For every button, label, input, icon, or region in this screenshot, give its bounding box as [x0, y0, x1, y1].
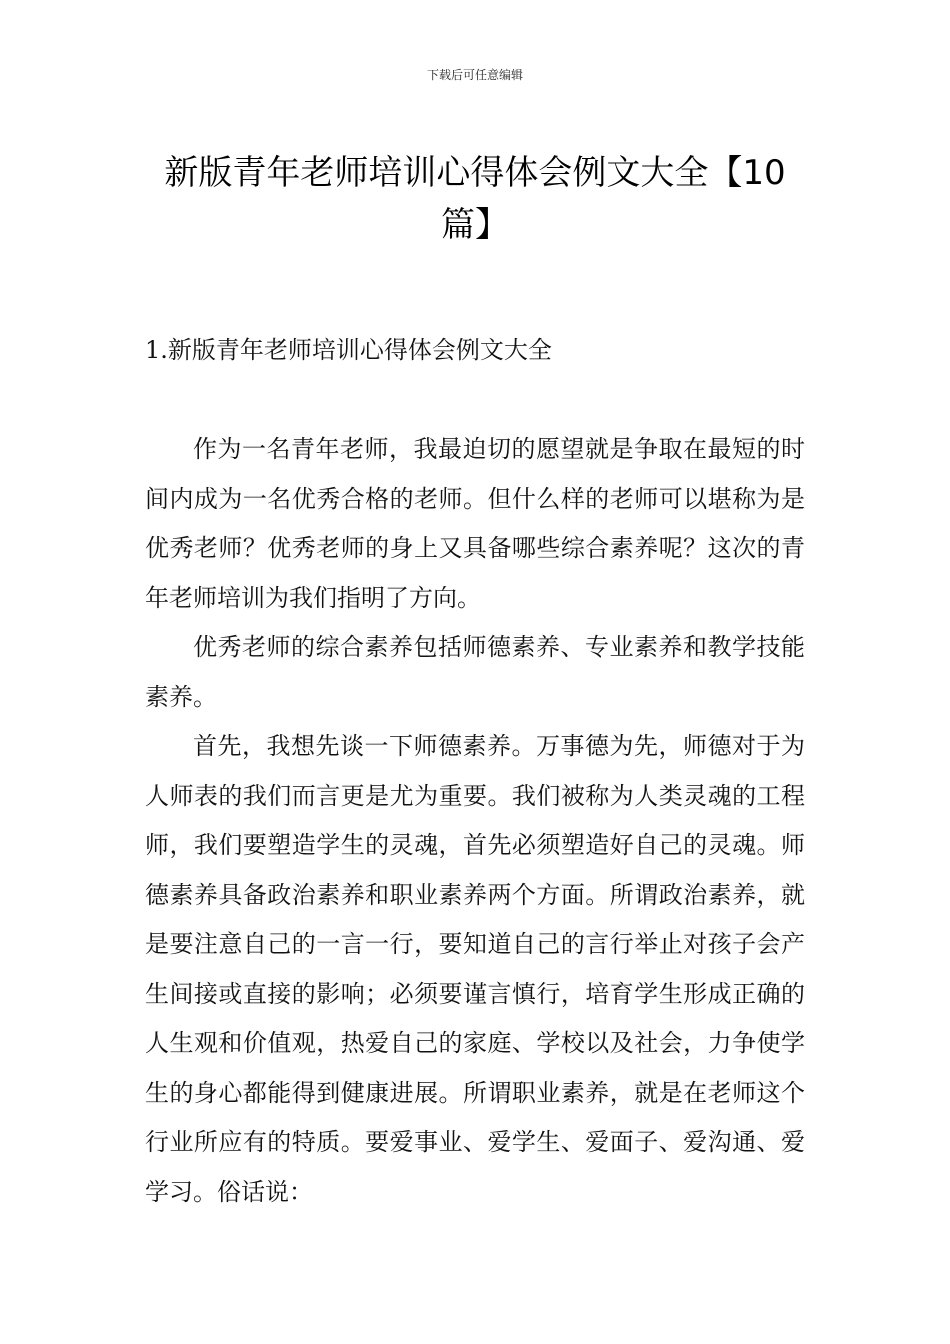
paragraph-3: 首先，我想先谈一下师德素养。万事德为先，师德对于为人师表的我们而言更是尤为重要。我们被称为人类灵魂的工程师，我们要塑造学生的灵魂，首先必须塑造好自己的灵魂。师德素养具备政治素养和职业素养两个方面。所谓政治素养，就是要注意自己的一言一行，要知道自己的言行举止对孩子会产生间接或直接的影响；必须要谨言慎行，培育学生形成正确的人生观和价值观，热爱自己的家庭、学校以及社会，力争使学生的身心都能得到健康进展。所谓职业素养，就是在老师这个行业所应有的特质。要爱事业、爱学生、爱面子、爱沟通、爱学习。俗话说： — [145, 732, 805, 1206]
header-note: 下载后可任意编辑 — [426, 68, 523, 82]
paragraph-2: 优秀老师的综合素养包括师德素养、专业素养和教学技能素养。 — [145, 633, 805, 711]
section-heading: 1.新版青年老师培训心得体会例文大全 — [145, 336, 552, 364]
body-text — [145, 425, 805, 1217]
document-title: 新版青年老师培训心得体会例文大全【10篇】 — [164, 152, 786, 245]
paragraph-1: 作为一名青年老师，我最迫切的愿望就是争取在最短的时间内成为一名优秀合格的老师。但什么样的老师可以堪称为是优秀老师？优秀老师的身上又具备哪些综合素养呢？这次的青年老师培训为我们指明了方向。 — [145, 435, 805, 612]
